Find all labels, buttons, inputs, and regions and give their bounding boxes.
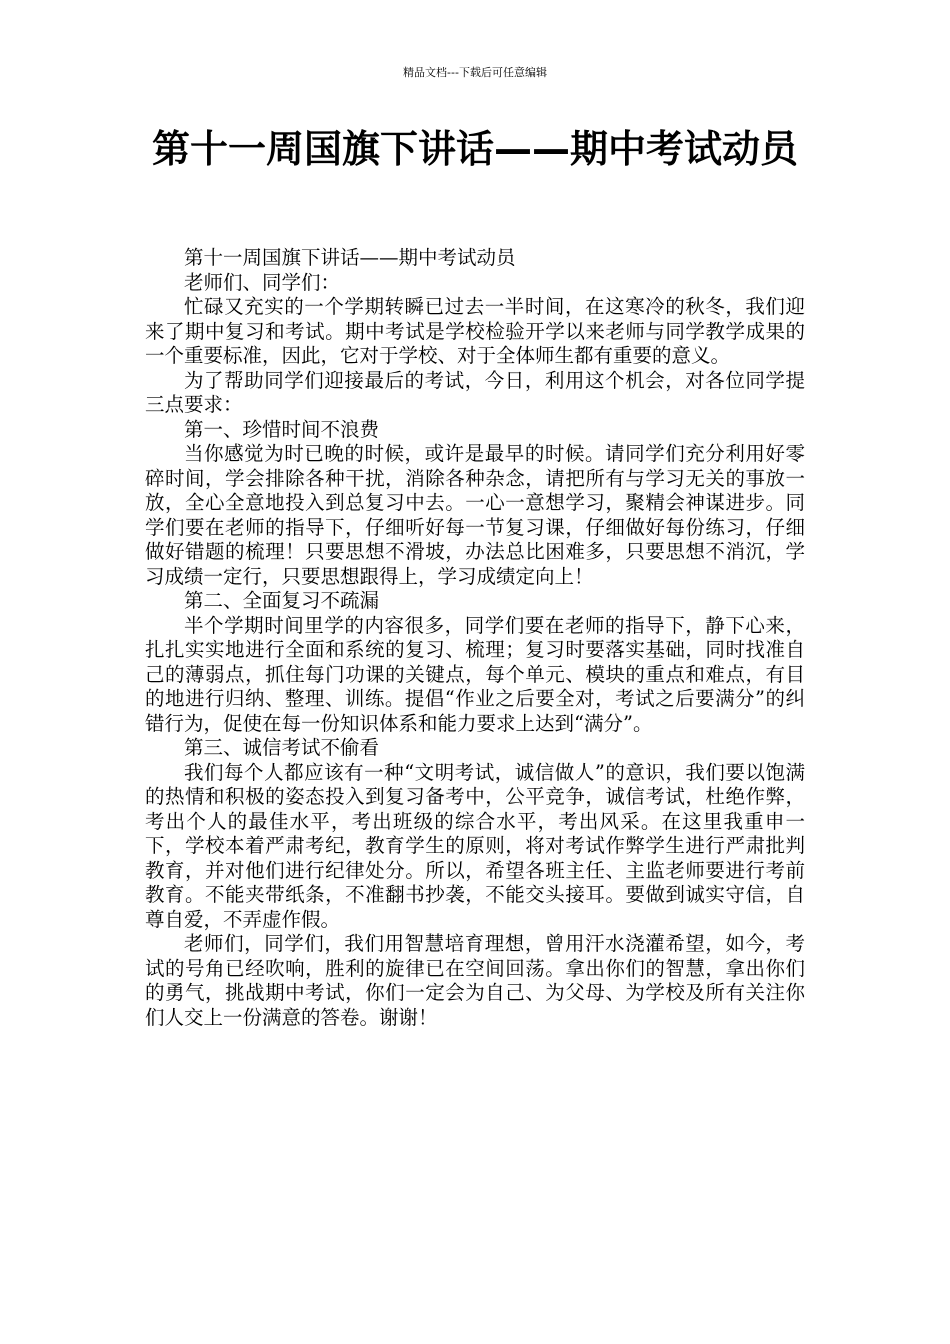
section-heading: 第三、诚信考试不偷看 [184,736,380,759]
document-title: 第十一周国旗下讲话——期中考试动员 [151,127,798,171]
section-heading: 第二、全面复习不疏漏 [184,589,380,612]
paragraph: 半个学期时间里学的内容很多，同学们要在老师的指导下，静下心来，扎扎实实地进行全面和系统的复习、梳理；复习时要落实基础，同时找准自己的薄弱点，抓住每门功课的关键点，每个单元、模块的重点和难点，有目的地进行归纳、整理、训练。提倡“作业之后要全对，考试之后要满分”的纠错行为，促使在每一份知识体系和能力要求上达到“满分”。 [145,613,805,735]
section-heading: 第一、珍惜时间不浪费 [184,417,380,441]
paragraph: 为了帮助同学们迎接最后的考试，今日，利用这个机会，对各位同学提三点要求： [145,368,805,416]
paragraph: 第十一周国旗下讲话——期中考试动员 [184,246,516,269]
document-body [145,246,805,1030]
paragraph: 忙碌又充实的一个学期转瞬已过去一半时间，在这寒冷的秋冬，我们迎来了期中复习和考试。期中考试是学校检验开学以来老师与同学教学成果的一个重要标准，因此，它对于学校、对于全体师生都有重要的意义。 [145,295,805,367]
paragraph: 老师们，同学们，我们用智慧培育理想，曾用汗水浇灌希望，如今，考试的号角已经吹响，胜利的旋律已在空间回荡。拿出你们的智慧，拿出你们的勇气，挑战期中考试，你们一定会为自己、为父母、为学校及所有关注你们人交上一份满意的答卷。谢谢！ [145,932,805,1029]
paragraph: 当你感觉为时已晚的时候，或许是最早的时候。请同学们充分利用好零碎时间，学会排除各种干扰，消除各种杂念，请把所有与学习无关的事放一放，全心全意地投入到总复习中去。一心一意想学习，聚精会神谋进步。同学们要在老师的指导下，仔细听好每一节复习课，仔细做好每份练习，仔细做好错题的梳理！只要思想不滑坡，办法总比困难多，只要思想不消沉，学习成绩一定行，只要思想跟得上，学习成绩定向上！ [145,442,805,588]
paragraph: 老师们、同学们： [184,270,341,294]
paragraph: 我们每个人都应该有一种“文明考试，诚信做人”的意识，我们要以饱满的热情和积极的姿态投入到复习备考中，公平竞争，诚信考试，杜绝作弊，考出个人的最佳水平，考出班级的综合水平，考出风采。在这里我重申一下，学校本着严肃考纪，教育学生的原则，将对考试作弊学生进行严肃批判教育，并对他们进行纪律处分。所以，希望各班主任、主监老师要进行考前教育。不能夹带纸条，不准翻书抄袭，不能交头接耳。要做到诚实守信，自尊自爱，不弄虚作假。 [145,760,805,931]
page-header: 精品文档---下载后可任意编辑 [403,66,547,79]
